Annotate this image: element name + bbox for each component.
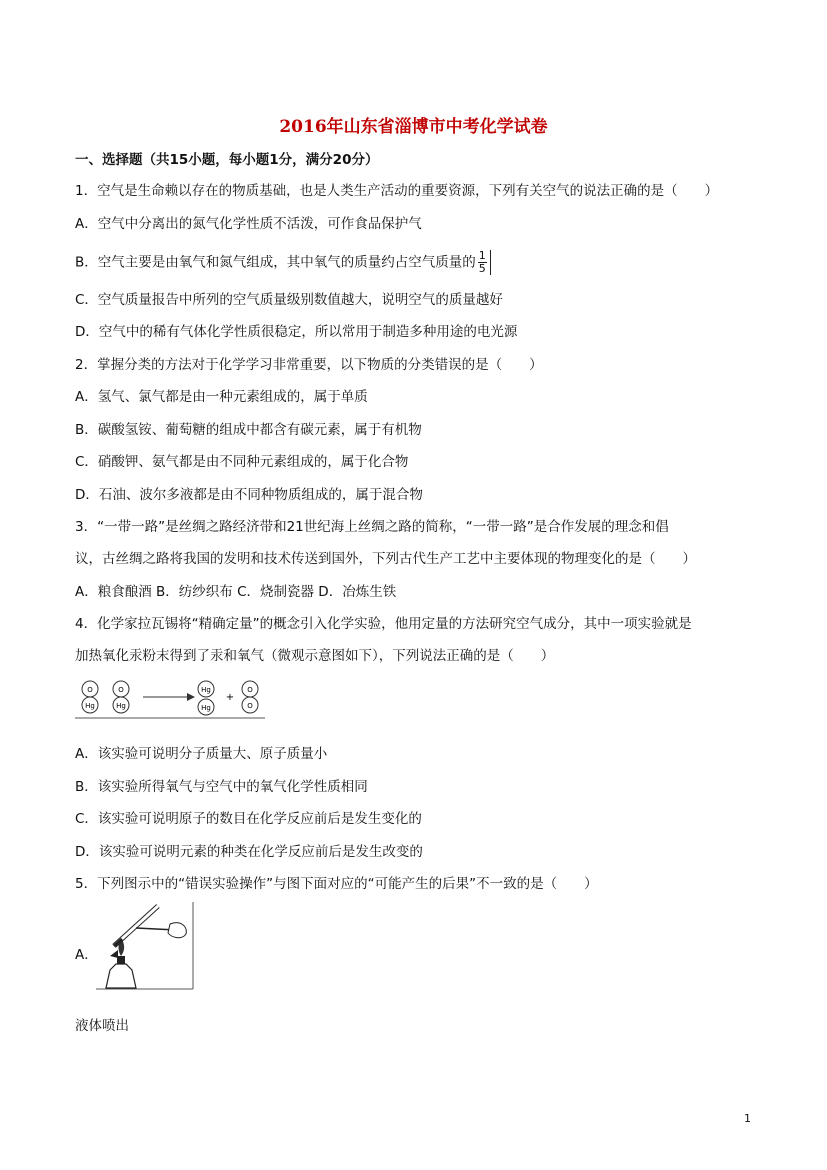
question-2-option-c: C．硝酸钾、氨气都是由不同种元素组成的，属于化合物 (75, 454, 409, 470)
question-4-stem-line1: 4．化学家拉瓦锡将“精确定量”的概念引入化学实验，他用定量的方法研究空气成分，其中一项实验就是 (75, 616, 692, 632)
question-4-stem-line2: 加热氧化汞粉末得到了汞和氧气（微观示意图如下），下列说法正确的是（ ） (75, 648, 555, 664)
mercury-atom-label: Hg (116, 702, 126, 710)
oxygen-atom-label: O (118, 686, 124, 694)
question-3-stem-line2: 议，古丝绸之路将我国的发明和技术传送到国外，下列古代生产工艺中主要体现的物理变化的是（ ） (75, 551, 696, 567)
mercury-atom-label: Hg (85, 702, 95, 710)
question-4-option-a: A．该实验可说明分子质量大、原子质量小 (75, 746, 328, 762)
question-2-stem: 2．掌握分类的方法对于化学学习非常重要，以下物质的分类错误的是（ ） (75, 357, 543, 373)
section-heading: 一、选择题（共15小题，每小题1分，满分20分） (75, 152, 379, 168)
question-1-option-d: D．空气中的稀有气体化学性质很稳定，所以常用于制造多种用途的电光源 (75, 324, 518, 340)
question-4-option-c: C．该实验可说明原子的数目在化学反应前后是发生变化的 (75, 811, 422, 827)
hgo-molecule-1 (82, 681, 98, 713)
question-3-options: A．粮食酿酒 B．纺纱织布 C．烧制瓷器 D．冶炼生铁 (75, 584, 397, 600)
question-4-option-b: B．该实验所得氧气与空气中的氧气化学性质相同 (75, 779, 368, 795)
question-1-option-a: A．空气中分离出的氮气化学性质不活泼，可作食品保护气 (75, 216, 422, 232)
oxygen-atom-label: O (87, 686, 93, 694)
question-2-option-b: B．碳酸氢铵、葡萄糖的组成中都含有碳元素，属于有机物 (75, 422, 422, 438)
option-b-text: B．空气主要是由氧气和氮气组成，其中氧气的质量约占空气质量的 (75, 254, 476, 271)
question-1-option-c: C．空气质量报告中所列的空气质量级别数值越大，说明空气的质量越好 (75, 292, 503, 308)
test-tube-heating-illustration (96, 900, 194, 990)
alcohol-lamp (106, 964, 136, 988)
question-2-option-a: A．氢气、氯气都是由一种元素组成的，属于单质 (75, 389, 368, 405)
question-5-option-a-label: A． (75, 947, 98, 963)
page-number: 1 (744, 1112, 751, 1125)
mercury-oxide-reaction-diagram (75, 676, 265, 722)
reaction-arrow-head (187, 693, 195, 701)
question-3-stem-line1: 3．“一带一路”是丝绸之路经济带和21世纪海上丝绸之路的简称，“一带一路”是合作发展的理念和倡 (75, 519, 669, 535)
mercury-atom-label: Hg (201, 704, 211, 712)
question-1-stem: 1．空气是生命赖以存在的物质基础，也是人类生产活动的重要资源，下列有关空气的说法正确的是（ ） (75, 183, 719, 199)
fraction-denominator: 5 (478, 262, 486, 275)
question-4-option-d: D．该实验可说明元素的种类在化学反应前后是发生改变的 (75, 844, 423, 860)
plus-sign: + (225, 692, 235, 703)
oxygen-molecule (242, 681, 258, 713)
fraction-numerator: 1 (478, 249, 486, 262)
mercury-atom-label: Hg (201, 686, 211, 694)
hand (168, 923, 186, 938)
fraction-one-fifth (478, 250, 491, 275)
question-2-option-d: D．石油、波尔多液都是由不同种物质组成的，属于混合物 (75, 487, 423, 503)
question-5-option-a-caption: 液体喷出 (75, 1018, 129, 1034)
oxygen-atom-label: O (247, 702, 253, 710)
oxygen-atom-label: O (247, 686, 253, 694)
question-1-option-b (75, 250, 491, 275)
hgo-molecule-2 (113, 681, 129, 713)
question-5-stem: 5．下列图示中的“错误实验操作”与图下面对应的“可能产生的后果”不一致的是（ ） (75, 876, 598, 892)
mercury-atoms (198, 681, 214, 715)
page-title: 2016年山东省淄博市中考化学试卷 (279, 117, 548, 137)
